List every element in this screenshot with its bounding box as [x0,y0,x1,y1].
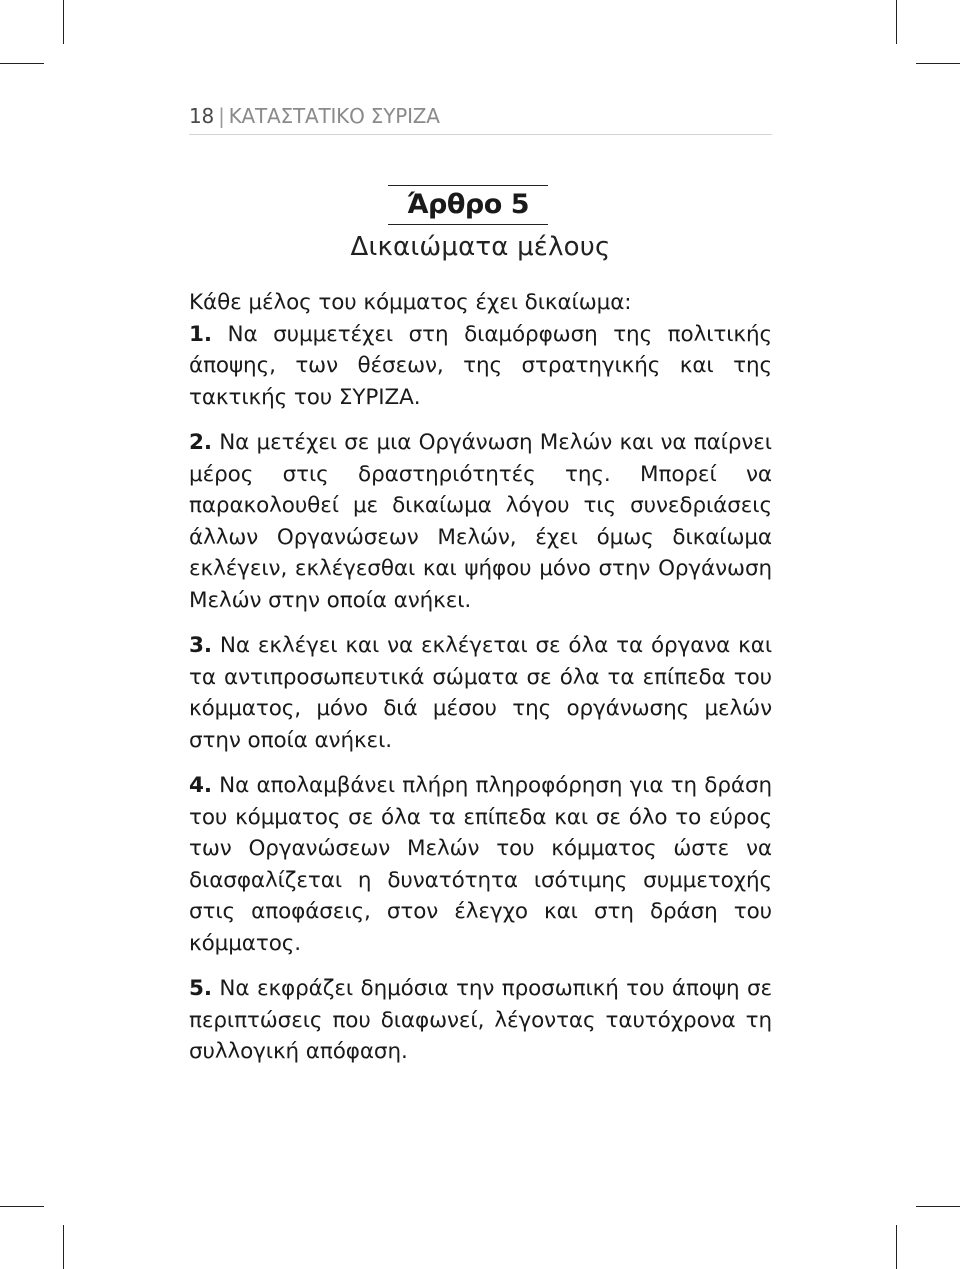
page-number: 18 [189,104,215,128]
crop-mark-bottom-right [896,1225,897,1269]
item-number: 2. [189,430,212,455]
item-number: 4. [189,773,212,798]
running-head-separator: | [218,104,225,128]
crop-mark-left-top [0,63,44,64]
running-head-rule [189,134,772,135]
crop-mark-right-top [916,63,960,64]
running-head-title: ΚΑΤΑΣΤΑΤΙΚΟ ΣΥΡΙΖΑ [228,104,440,128]
list-item [189,770,772,959]
crop-mark-top-right [896,0,897,44]
item-text: Να συμμετέχει στη διαμόρφωση της πολιτικής άποψης, των θέσεων, της στρατηγικής και της τακτικής του ΣΥΡΙΖΑ. [189,321,773,410]
crop-mark-left-bottom [0,1206,44,1207]
crop-mark-top-left [63,0,64,44]
crop-mark-right-bottom [916,1206,960,1207]
article-rule-bottom [388,224,548,225]
crop-mark-bottom-left [63,1225,64,1269]
list-item [189,630,772,756]
item-text: Να εκφράζει δημόσια την προσωπική του άποψη σε περιπτώσεις που διαφωνεί, λέγοντας ταυτόχρονα τη συλλογική απόφαση. [189,976,772,1064]
item-text: Να μετέχει σε μια Οργάνωση Μελών και να παίρνει μέρος στις δραστηριότητές της. Μπορεί να παρακολουθεί με δικαίωμα λόγου τις συνεδριάσεις άλλων Οργανώσεων Μελών, έχει όμως δικαίωμα εκλέγειν, εκλέγεσθαι και ψήφου μόνο στην Οργάνωση Μελών στην οποία ανήκει. [189,430,772,613]
article-subtitle: Δικαιώματα μέλους [350,232,611,262]
article-intro: Κάθε μέλος του κόμματος έχει δικαίωμα: [189,290,632,315]
list-item [189,319,772,414]
item-text: Να εκλέγει και να εκλέγεται σε όλα τα όργανα και τα αντιπροσωπευτικά σώματα σε όλα τα επίπεδα του κόμματος, μόνο διά μέσου της οργάνωσης μελών στην οποία ανήκει. [189,633,772,753]
list-item [189,973,772,1068]
list-item [189,427,772,616]
item-text: Να απολαμβάνει πλήρη πληροφόρηση για τη δράση του κόμματος σε όλα τα επίπεδα και σε όλο το εύρος των Οργανώσεων Μελών του κόμματος ώστε να διασφαλίζεται η δυνατότητα ισότιμης συμμετοχής στις αποφάσεις, στον έλεγχο και στη δράση του κόμματος. [189,773,773,956]
item-number: 5. [189,976,212,1001]
article-body [189,287,772,1068]
article-rule-top [388,185,548,186]
article-title: Άρθρο 5 [407,189,529,220]
item-number: 1. [189,321,212,347]
running-head [189,104,440,128]
item-number: 3. [189,633,212,658]
